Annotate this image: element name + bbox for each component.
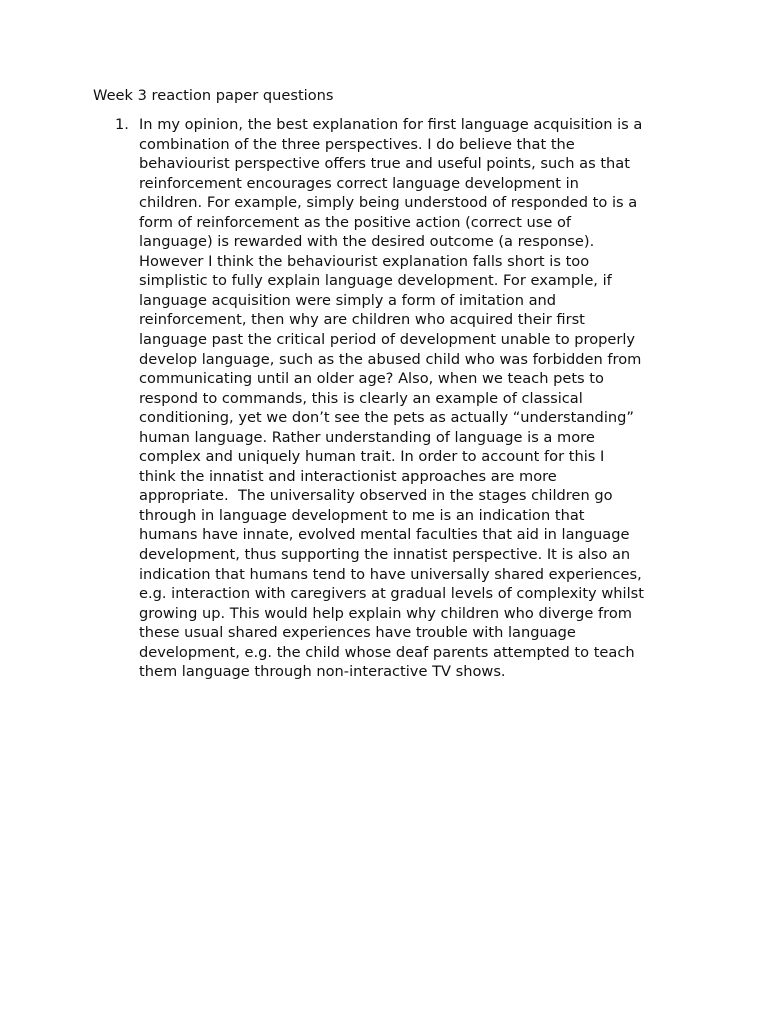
paragraph-line: conditioning, yet we don’t see the pets as actually “understanding” — [139, 409, 634, 427]
paragraph-line: appropriate. The universality observed in the stages children go — [139, 487, 613, 505]
paragraph-line: development, e.g. the child whose deaf parents attempted to teach — [139, 643, 635, 661]
document-title: Week 3 reaction paper questions — [93, 87, 334, 104]
paragraph-line: form of reinforcement as the positive action (correct use of — [139, 213, 572, 231]
paragraph-line: through in language development to me is an indication that — [139, 506, 585, 524]
list-item-paragraph — [139, 115, 644, 682]
paragraph-line: these usual shared experiences have trouble with language — [139, 624, 576, 642]
paragraph-line: development, thus supporting the innatist perspective. It is also an — [139, 546, 631, 564]
paragraph-line: e.g. interaction with caregivers at gradual levels of complexity whilst — [139, 585, 644, 603]
paragraph-line: reinforcement, then why are children who acquired their first — [139, 311, 585, 329]
paragraph-line: communicating until an older age? Also, when we teach pets to — [139, 370, 604, 388]
paragraph-line: respond to commands, this is clearly an example of classical — [139, 389, 583, 407]
paragraph-line: indication that humans tend to have universally shared experiences, — [139, 565, 642, 583]
paragraph-line: behaviourist perspective offers true and useful points, such as that — [139, 155, 630, 173]
paragraph-line: reinforcement encourages correct language development in — [139, 174, 579, 192]
paragraph-line: combination of the three perspectives. I do believe that the — [139, 135, 575, 153]
paragraph-line: humans have innate, evolved mental faculties that aid in language — [139, 526, 630, 544]
paragraph-line: complex and uniquely human trait. In order to account for this I — [139, 448, 605, 466]
paragraph-line: think the innatist and interactionist approaches are more — [139, 467, 557, 485]
paragraph-line: growing up. This would help explain why children who diverge from — [139, 604, 633, 622]
paragraph-line: language past the critical period of development unable to properly — [139, 331, 636, 349]
paragraph-line: human language. Rather understanding of language is a more — [139, 428, 595, 446]
paragraph-line: simplistic to fully explain language development. For example, if — [139, 272, 612, 290]
paragraph-line: language) is rewarded with the desired outcome (a response). — [139, 233, 595, 251]
paragraph-line: language acquisition were simply a form of imitation and — [139, 291, 557, 309]
paragraph-line: develop language, such as the abused child who was forbidden from — [139, 350, 642, 368]
paragraph-line: children. For example, simply being understood of responded to is a — [139, 194, 638, 212]
paragraph-line: However I think the behaviourist explanation falls short is too — [139, 252, 590, 270]
list-item-number: 1. — [115, 116, 129, 133]
paragraph-line: In my opinion, the best explanation for first language acquisition is a — [139, 116, 643, 133]
paragraph-line: them language through non-interactive TV shows. — [139, 663, 506, 681]
